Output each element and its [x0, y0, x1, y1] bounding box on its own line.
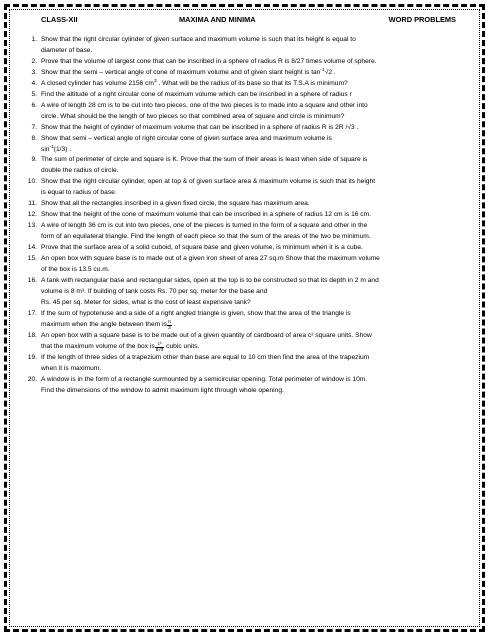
- problem-number: 14.: [27, 244, 37, 252]
- problem-line: [41, 112, 472, 123]
- problem-text: double the radius of circle.: [41, 167, 119, 175]
- problem-item: [19, 123, 472, 134]
- problem-text: volume is 8 m³. If building of tank costs Rs. 70 per sq. meter for the base and: [41, 287, 268, 295]
- problem-text: Prove that the volume of largest cone that can be inscribed in a sphere of radius R is 8/27 times volume of sphere.: [41, 57, 377, 65]
- problem-text: Show that the right circular cylinder of given surface and maximum volume is such that its height is equal to: [41, 36, 356, 43]
- problem-line: [41, 243, 472, 254]
- problem-item: [19, 134, 472, 156]
- section-label: WORD PROBLEMS: [388, 15, 456, 24]
- problem-line: [41, 210, 472, 221]
- problem-text-tail: √2 .: [324, 68, 336, 76]
- problem-item: [19, 331, 472, 353]
- problem-line: [41, 331, 472, 342]
- problem-number: 1.: [31, 36, 37, 43]
- problem-text: A wire of length 36 cm is cut into two pieces, one of the pieces is turned in the form of a square and other in the: [41, 222, 368, 230]
- problem-item: [19, 101, 472, 123]
- superscript: 3: [153, 78, 157, 84]
- problem-number: 9.: [31, 156, 37, 164]
- problem-number: 11.: [28, 200, 37, 208]
- fraction-denominator: 6√3: [155, 346, 164, 352]
- problem-line: [41, 320, 472, 331]
- problem-text: If the sum of hypotenuse and a side of a right angled triangle is given, show that the area of the triangle is: [41, 309, 351, 317]
- problem-text: form of an equilateral triangle. Find the length of each piece so that the sum of the areas of the two be minimum.: [41, 233, 371, 241]
- problem-number: 17.: [27, 309, 37, 317]
- problem-text: maximum when the angle between them is: [41, 320, 167, 328]
- problem-number: 19.: [27, 353, 37, 361]
- problem-line: [41, 79, 472, 90]
- problem-number: 3.: [31, 68, 37, 76]
- problem-item: [19, 243, 472, 254]
- problem-item: [19, 210, 472, 221]
- problem-list: [19, 35, 472, 396]
- problem-line: [41, 46, 472, 57]
- fraction-numerator: π: [167, 318, 172, 324]
- problem-line: [41, 90, 472, 101]
- problem-text: sin: [41, 145, 50, 153]
- problem-item: [19, 276, 472, 309]
- problem-number: 6.: [31, 101, 37, 109]
- problem-text: An open box with a square base is to be made out of a given quantity of cardboard of area c² square units. Show: [41, 331, 372, 339]
- problem-item: [19, 309, 472, 331]
- problem-text-tail: (1/3) .: [53, 145, 72, 153]
- problem-number: 2.: [31, 57, 37, 65]
- problem-line: [41, 298, 472, 309]
- problem-text: diameter of base.: [41, 46, 93, 54]
- problem-item: [19, 177, 472, 199]
- problem-text: Find the dimensions of the window to admit maximum light through whole opening.: [41, 386, 284, 394]
- superscript: -1: [49, 144, 54, 150]
- problem-line: [41, 364, 472, 375]
- worksheet-title: MAXIMA AND MINIMA: [179, 15, 256, 24]
- problem-number: 18.: [27, 331, 37, 339]
- problem-line: [41, 276, 472, 287]
- problem-line: [41, 353, 472, 364]
- problem-item: [19, 375, 472, 397]
- problem-line: [41, 57, 472, 68]
- problem-number: 4.: [31, 79, 37, 87]
- problem-item: [19, 254, 472, 276]
- problem-line: [41, 375, 472, 386]
- problem-text: Show that all the rectangles inscribed in a given fixed circle, the square has maximum area.: [41, 200, 310, 208]
- problem-line: [41, 221, 472, 232]
- problem-line: [41, 68, 472, 79]
- problem-number: 5.: [31, 90, 37, 98]
- problem-text: A wire of length 28 cm is to be cut into two pieces, one of the two pieces is to made into a square and other into: [41, 101, 368, 109]
- superscript: -1: [320, 67, 325, 73]
- problem-text: Show that the semi – vertical angle of cone of maximum volume and of given slant height is tan: [41, 68, 321, 76]
- worksheet-page: [4, 4, 485, 632]
- problem-text: If the length of three sides of a trapezium other than base are equal to 10 cm then find the area of the trapezium: [41, 353, 370, 361]
- problem-text: Prove that the surface area of a solid cuboid, of square base and given volume, is minimum when it is a cube.: [41, 244, 363, 252]
- problem-text: Show that semi – vertical angle of right circular cone of given surface area and maximum volume is: [41, 134, 332, 142]
- problem-line: [41, 177, 472, 188]
- problem-line: [41, 134, 472, 145]
- problem-item: [19, 155, 472, 177]
- class-label: CLASS-XII: [41, 15, 78, 24]
- problem-text: of the box is 13.5 cu.m.: [41, 266, 110, 274]
- problem-line: [41, 254, 472, 265]
- problem-line: [41, 166, 472, 177]
- problem-text-tail: . What will be the radius of its base so that its T.S.A is minimum?: [156, 79, 348, 87]
- problem-number: 13.: [27, 222, 37, 230]
- problem-text: A closed cylinder has volume 2156 cm: [41, 79, 154, 87]
- problem-text-tail: cubic units.: [164, 342, 200, 350]
- problem-line: [41, 287, 472, 298]
- problem-line: [41, 199, 472, 210]
- problem-number: 20.: [27, 375, 37, 383]
- problem-text: that the maximum volume of the box is: [41, 342, 155, 350]
- problem-item: [19, 353, 472, 375]
- problem-number: 7.: [31, 123, 37, 131]
- problem-number: 12.: [27, 211, 37, 219]
- problem-text: Show that the right circular cylinder, open at top & of given surface area & maximum volume is such that its height: [41, 178, 376, 186]
- problem-text: is equal to radius of base.: [41, 189, 117, 197]
- problem-text: when it is maximum.: [41, 364, 102, 372]
- problem-item: [19, 35, 472, 57]
- problem-line: [41, 188, 472, 199]
- problem-line: [41, 342, 472, 353]
- problem-item: [19, 221, 472, 243]
- problem-line: [41, 145, 472, 156]
- fraction: [155, 342, 165, 353]
- problem-text: An open box with square base is to made out of a given iron sheet of area 27 sq.m Show that the maximum volume: [41, 255, 380, 263]
- problem-line: [41, 265, 472, 276]
- problem-item: [19, 79, 472, 90]
- problem-line: [41, 309, 472, 320]
- problem-line: [41, 35, 472, 46]
- problem-text: The sum of perimeter of circle and square is K. Prove that the sum of their areas is least when side of square is: [41, 156, 368, 164]
- problem-text: circle. What should be the length of two pieces so that combined area of square and circle is minimum?: [41, 112, 345, 120]
- problem-text: A window is in the form of a rectangle surmounted by a semicircular opening. Total perimeter of window is 10m.: [41, 375, 368, 383]
- fraction-denominator: 3: [168, 324, 171, 330]
- problem-text-tail: .: [172, 320, 176, 328]
- problem-item: [19, 90, 472, 101]
- problem-line: [41, 101, 472, 112]
- problem-number: 10.: [27, 178, 37, 186]
- problem-line: [41, 155, 472, 166]
- problem-line: [41, 386, 472, 397]
- problem-item: [19, 57, 472, 68]
- problem-text: Show that the height of the cone of maximum volume that can be inscribed in a sphere of radius 12 cm is 16 cm.: [41, 211, 371, 219]
- problem-number: 15.: [27, 255, 37, 263]
- problem-number: 8.: [31, 134, 37, 142]
- problem-item: [19, 68, 472, 79]
- problem-item: [19, 199, 472, 210]
- problem-text: Show that the height of cylinder of maximum volume that can be inscribed in a sphere of radius R is 2R /√3 .: [41, 123, 359, 131]
- problem-line: [41, 123, 472, 134]
- problem-line: [41, 232, 472, 243]
- problem-number: 16.: [27, 276, 37, 284]
- problem-text: Rs. 45 per sq. Meter for sides, what is the cost of least expensive tank?: [41, 298, 251, 306]
- problem-text: A tank with rectangular base and rectangular sides, open at the top is to be constructed so that its depth in 2 m and: [41, 276, 379, 284]
- problem-text: Find the altitude of a right circular cone of maximum volume which can be inscribed in a sphere of radius r: [41, 90, 352, 98]
- worksheet-header: [41, 15, 456, 27]
- fraction-numerator: c³: [155, 342, 165, 348]
